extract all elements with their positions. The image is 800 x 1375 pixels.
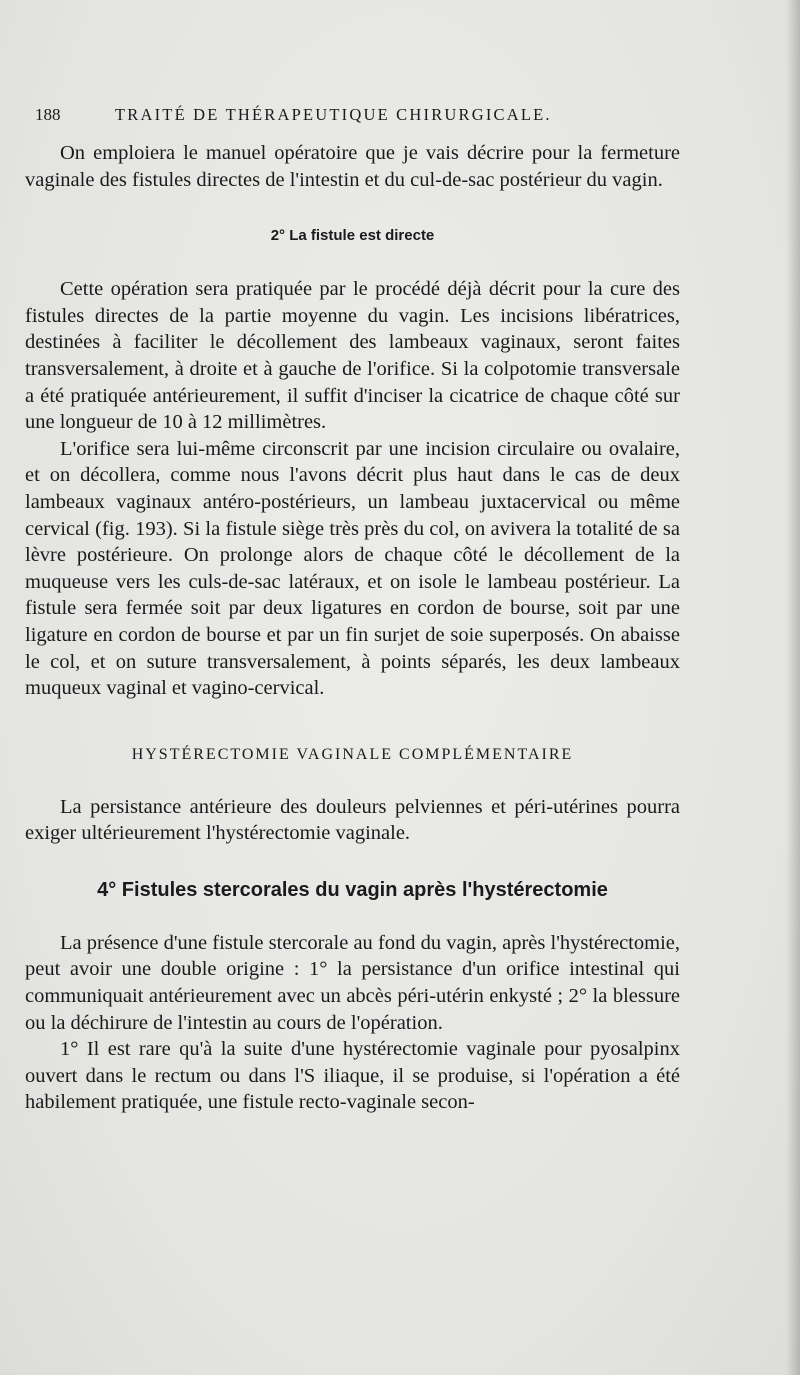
page-number: 188 xyxy=(35,105,61,124)
paragraph-operation: Cette opération sera pratiquée par le procédé déjà décrit pour la cure des fistules directes de la partie moyenne du vagin. Les incisions libératrices, destinées à faciliter le décollement des lambeaux vaginaux, seront faites transversalement, à droite et à gauche de l'orifice. Si la colpotomie transversale a été pratiquée antérieurement, il suffit d'inciser la cicatrice de chaque côté sur une longueur de 10 à 12 millimètres. xyxy=(25,278,680,434)
page-body xyxy=(25,140,680,1116)
paragraph-orifice: L'orifice sera lui-même circonscrit par une incision circulaire ou ovalaire, et on décollera, comme nous l'avons décrit plus haut dans le cas de deux lambeaux vaginaux antéro-postérieurs, un lambeau juxtacervical ou même cervical (fig. 193). Si la fistule siège très près du col, on avivera la totalité de sa lèvre postérieure. On prolonge alors de chaque côté le décollement de la muqueuse vers les culs-de-sac latéraux, et on isole le lambeau postérieur. La fistule sera fermée soit par deux ligatures en cordon de bourse, soit par une ligature en cordon de bourse et par un fin surjet de soie superposés. On abaisse le col, et on suture transversalement, à points séparés, les deux lambeaux muqueux vaginal et vagino-cervical. xyxy=(25,437,680,700)
section-heading-hysterectomie: HYSTÉRECTOMIE VAGINALE COMPLÉMENTAIRE xyxy=(131,745,574,763)
paragraph-presence: La présence d'une fistule stercorale au fond du vagin, après l'hystérectomie, peut avoir une double origine : 1° la persistance d'un orifice intestinal qui communiquait antérieurement avec un abcès péri-utérin enkysté ; 2° la blessure ou la déchirure de l'intestin au cours de l'opération. xyxy=(25,931,680,1034)
page-header xyxy=(35,105,685,131)
section-heading-fistules-stercorales: 4° Fistules stercorales du vagin après l'hystérectomie xyxy=(97,878,608,901)
page-edge-shadow xyxy=(786,0,800,1375)
paragraph-persistance: La persistance antérieure des douleurs pelviennes et péri-utérines pourra exiger ultérieurement l'hystérectomie vaginale. xyxy=(25,795,680,845)
paragraph-rare: 1° Il est rare qu'à la suite d'une hystérectomie vaginale pour pyosalpinx ouvert dans le rectum ou dans l'S iliaque, il se produise, si l'opération a été habilement pratiquée, une fistule recto-vaginale secon- xyxy=(25,1038,680,1114)
running-title: TRAITÉ DE THÉRAPEUTIQUE CHIRURGICALE. xyxy=(115,105,552,124)
paragraph-intro: On emploiera le manuel opératoire que je vais décrire pour la fermeture vaginale des fistules directes de l'intestin et du cul-de-sac postérieur du vagin. xyxy=(25,142,680,191)
section-heading-fistule-directe: 2° La fistule est directe xyxy=(270,227,435,245)
